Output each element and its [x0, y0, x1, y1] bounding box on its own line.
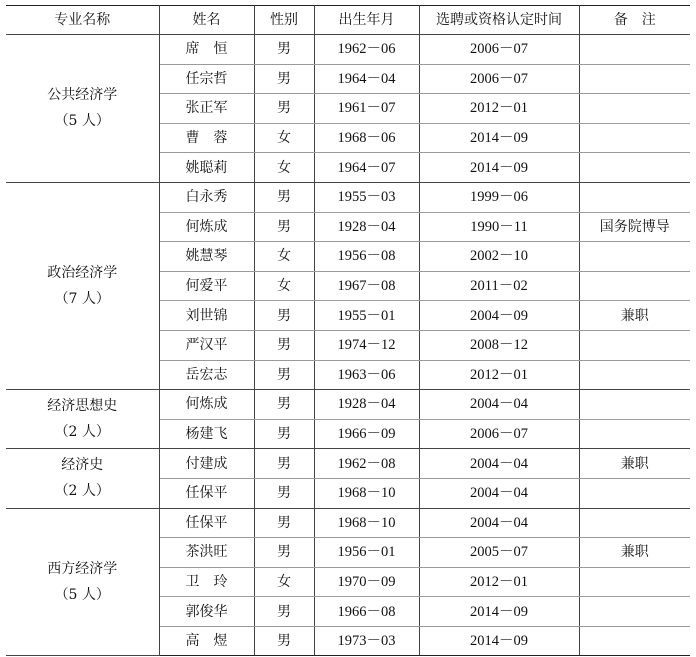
remarks: [579, 64, 690, 94]
person-name: 姚聪莉: [159, 153, 254, 183]
major-headcount: （2 人）: [54, 424, 110, 441]
appointment-date: 2006－07: [419, 35, 579, 65]
major-name: 政治经济学: [47, 265, 118, 282]
remarks: [579, 567, 690, 597]
birth-date: 1974－12: [314, 330, 419, 360]
person-gender: 男: [254, 94, 314, 124]
birth-date: 1961－07: [314, 94, 419, 124]
remarks: [579, 597, 690, 627]
person-name: 任宗哲: [159, 64, 254, 94]
birth-date: 1966－09: [314, 419, 419, 449]
remarks: [579, 35, 690, 65]
person-gender: 男: [254, 35, 314, 65]
appointment-date: 2014－09: [419, 153, 579, 183]
major-name: 公共经济学: [47, 87, 118, 104]
appointment-date: 2002－10: [419, 242, 579, 272]
person-gender: 男: [254, 390, 314, 420]
appointment-date: 2004－09: [419, 301, 579, 331]
person-name: 姚慧琴: [159, 242, 254, 272]
birth-date: 1962－08: [314, 449, 419, 479]
major-headcount: （2 人）: [54, 483, 110, 500]
appointment-date: 2004－04: [419, 508, 579, 538]
person-gender: 女: [254, 242, 314, 272]
appointment-date: 2005－07: [419, 538, 579, 568]
appointment-date: 2008－12: [419, 330, 579, 360]
birth-date: 1973－03: [314, 626, 419, 656]
major-name: 经济史: [61, 457, 104, 474]
person-gender: 男: [254, 330, 314, 360]
birth-date: 1963－06: [314, 360, 419, 390]
remarks: [579, 390, 690, 420]
appointment-date: 1990－11: [419, 212, 579, 242]
header-gender: 性别: [254, 6, 314, 35]
header-appointment-date: 选聘或资格认定时间: [419, 6, 579, 35]
remarks: [579, 271, 690, 301]
birth-date: 1928－04: [314, 212, 419, 242]
major-headcount: （7 人）: [54, 291, 110, 308]
birth-date: 1962－06: [314, 35, 419, 65]
appointment-date: 2012－01: [419, 567, 579, 597]
remarks: [579, 419, 690, 449]
header-major: 专业名称: [6, 6, 159, 35]
birth-date: 1955－01: [314, 301, 419, 331]
remarks: 兼职: [579, 538, 690, 568]
remarks: [579, 123, 690, 153]
birth-date: 1967－08: [314, 271, 419, 301]
roster-table-container: [6, 5, 690, 656]
remarks: [579, 626, 690, 656]
person-name: 严汉平: [159, 330, 254, 360]
person-gender: 女: [254, 123, 314, 153]
remarks: [579, 153, 690, 183]
person-name: 岳宏志: [159, 360, 254, 390]
remarks: [579, 182, 690, 212]
remarks: [579, 508, 690, 538]
header-name: 姓名: [159, 6, 254, 35]
person-gender: 女: [254, 153, 314, 183]
appointment-date: 2004－04: [419, 449, 579, 479]
person-gender: 男: [254, 597, 314, 627]
appointment-date: 2014－09: [419, 626, 579, 656]
remarks: [579, 360, 690, 390]
person-name: 何爱平: [159, 271, 254, 301]
person-name: 任保平: [159, 508, 254, 538]
person-name: 何炼成: [159, 390, 254, 420]
remarks: [579, 94, 690, 124]
birth-date: 1956－01: [314, 538, 419, 568]
remarks: 兼职: [579, 449, 690, 479]
person-name: 席 恒: [159, 35, 254, 65]
person-gender: 男: [254, 64, 314, 94]
person-gender: 男: [254, 212, 314, 242]
table-row: [6, 449, 690, 479]
roster-body: [6, 35, 690, 656]
person-gender: 女: [254, 567, 314, 597]
major-headcount: （5 人）: [54, 113, 110, 130]
appointment-date: 2006－07: [419, 419, 579, 449]
major-headcount: （5 人）: [54, 586, 110, 603]
appointment-date: 2012－01: [419, 94, 579, 124]
person-gender: 男: [254, 182, 314, 212]
person-name: 卫 玲: [159, 567, 254, 597]
birth-date: 1968－06: [314, 123, 419, 153]
appointment-date: 2014－09: [419, 123, 579, 153]
person-gender: 男: [254, 301, 314, 331]
table-row: [6, 508, 690, 538]
birth-date: 1964－07: [314, 153, 419, 183]
appointment-date: 2014－09: [419, 597, 579, 627]
birth-date: 1964－04: [314, 64, 419, 94]
person-name: 茶洪旺: [159, 538, 254, 568]
birth-date: 1968－10: [314, 508, 419, 538]
major-name: 西方经济学: [47, 560, 118, 577]
birth-date: 1966－08: [314, 597, 419, 627]
major-name: 经济思想史: [47, 398, 118, 415]
table-row: [6, 182, 690, 212]
birth-date: 1956－08: [314, 242, 419, 272]
appointment-date: 2004－04: [419, 390, 579, 420]
header-row: [6, 6, 690, 35]
major-group-cell: [6, 182, 159, 389]
supervisor-roster-table: [6, 5, 690, 656]
person-name: 何炼成: [159, 212, 254, 242]
remarks: [579, 478, 690, 508]
major-group-cell: [6, 35, 159, 183]
person-gender: 男: [254, 626, 314, 656]
person-gender: 男: [254, 449, 314, 479]
appointment-date: 2004－04: [419, 478, 579, 508]
birth-date: 1955－03: [314, 182, 419, 212]
remarks: 国务院博导: [579, 212, 690, 242]
person-gender: 男: [254, 538, 314, 568]
person-name: 杨建飞: [159, 419, 254, 449]
table-row: [6, 390, 690, 420]
person-name: 曹 蓉: [159, 123, 254, 153]
remarks: [579, 242, 690, 272]
person-name: 任保平: [159, 478, 254, 508]
birth-date: 1970－09: [314, 567, 419, 597]
person-gender: 男: [254, 360, 314, 390]
birth-date: 1968－10: [314, 478, 419, 508]
table-row: [6, 35, 690, 65]
appointment-date: 1999－06: [419, 182, 579, 212]
remarks: 兼职: [579, 301, 690, 331]
header-remarks: 备 注: [579, 6, 690, 35]
person-gender: 男: [254, 478, 314, 508]
header-birth-date: 出生年月: [314, 6, 419, 35]
person-name: 白永秀: [159, 182, 254, 212]
person-name: 高 煜: [159, 626, 254, 656]
birth-date: 1928－04: [314, 390, 419, 420]
appointment-date: 2011－02: [419, 271, 579, 301]
person-name: 刘世锦: [159, 301, 254, 331]
person-name: 付建成: [159, 449, 254, 479]
major-group-cell: [6, 449, 159, 508]
appointment-date: 2006－07: [419, 64, 579, 94]
person-gender: 女: [254, 271, 314, 301]
person-name: 郭俊华: [159, 597, 254, 627]
major-group-cell: [6, 390, 159, 449]
person-name: 张正军: [159, 94, 254, 124]
remarks: [579, 330, 690, 360]
person-gender: 男: [254, 508, 314, 538]
major-group-cell: [6, 508, 159, 656]
person-gender: 男: [254, 419, 314, 449]
appointment-date: 2012－01: [419, 360, 579, 390]
